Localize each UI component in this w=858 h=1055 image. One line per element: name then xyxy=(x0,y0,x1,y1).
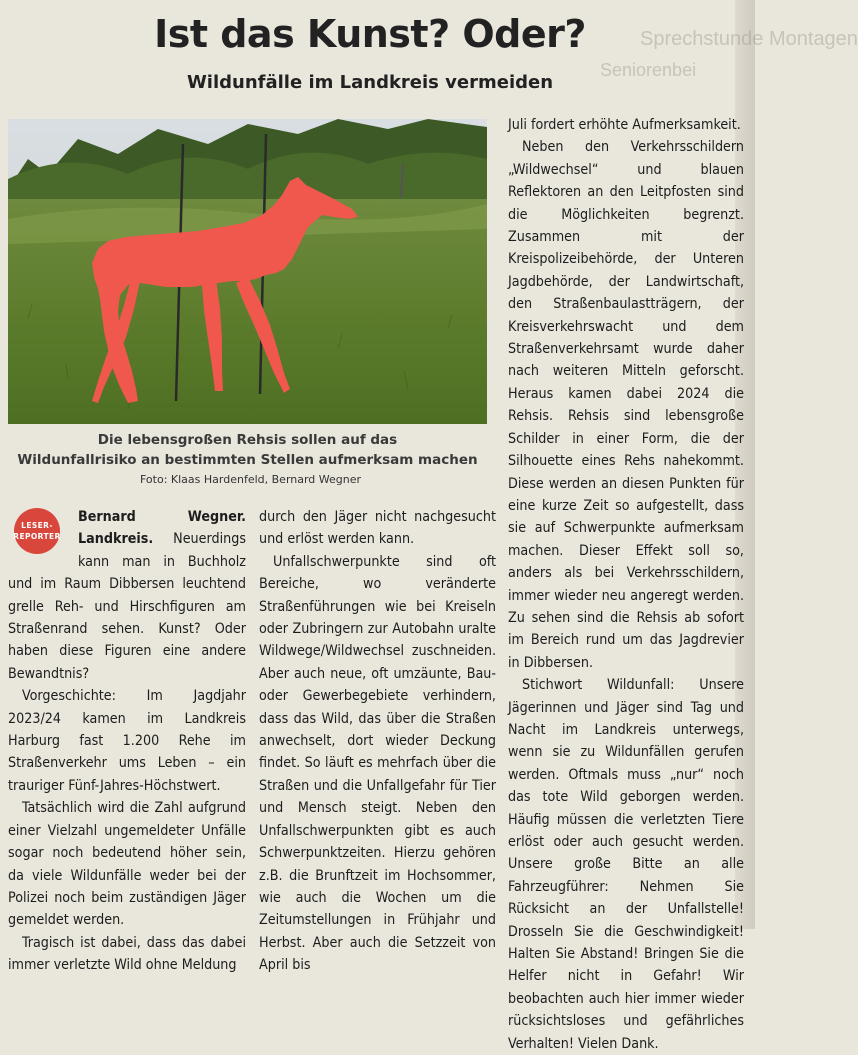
paragraph: Juli fordert erhöhte Aufmerksamkeit. xyxy=(508,117,741,133)
subheadline: Wildunfälle im Landkreis vermeiden xyxy=(186,72,554,93)
badge-label xyxy=(8,520,66,542)
deer-figure-photo xyxy=(8,119,487,424)
photo-caption xyxy=(8,430,487,470)
badge-line: LESER- xyxy=(21,521,53,530)
author-name: Bernard Wegner. xyxy=(78,509,246,525)
headline: Ist das Kunst? Oder? xyxy=(154,12,586,56)
dateline-location: Landkreis. xyxy=(78,531,154,548)
paragraph: Neben den Verkehrsschildern „Wildwechsel“ und blauen Reflektoren an den Leitpfosten sind die Möglichkeiten begrenzt. Zusammen mit der Kreispolizeibehörde, der Unteren Jagdbehörde, der Landwirtschaft, den Straßenbaulastträgern, der Kreisverkehrswacht und dem Straßenverkehrsamt wurde daher nach weiteren Mitteln geforscht. Heraus kamen dabei 2024 die Rehsis. Rehsis sind lebensgroße Schilder in einer Form, die der Silhouette eines Rehs nahekommt. Diese werden an diesen Punkten für eine kurze Zeit so aufgestellt, dass sie auf Schwerpunkte aufmerksam machen. Dieser Effekt soll so, anders als bei Verkehrsschildern, immer wieder neu angeregt werden. Zu sehen sind die Rehsis ab sofort im Bereich rund um das Jagdrevier in Dibbersen. xyxy=(508,139,744,671)
paragraph: Vorgeschichte: Im Jagdjahr 2023/24 kamen im Landkreis Harburg fast 1.200 Rehe im Straßenverkehr ums Leben – ein trauriger Fünf-Jahres-Höchstwert. xyxy=(8,688,246,794)
bleed-through-text: Seniorenbei xyxy=(600,60,697,80)
paragraph: Stichwort Wildunfall: Unsere Jägerinnen und Jäger sind Tag und Nacht im Landkreis unterwegs, wenn sie zu Wildunfällen gerufen werden. Oftmals muss „nur“ noch das tote Wild geborgen werden. Häufig müssen die verletzten Tiere erlöst oder auch gesucht werden. Unsere große Bitte an alle Fahrzeugführer: Nehmen Sie Rücksicht an der Unfallstelle! Drosseln Sie die Geschwindigkeit! Halten Sie Abstand! Bringen Sie die Helfer nicht in Gefahr! Wir beobachten auch hier immer wieder rücksichtsloses und gefährliches Verhalten! Vielen Dank. xyxy=(508,677,744,1052)
paragraph: durch den Jäger nicht nachgesucht und erlöst werden kann. xyxy=(259,509,496,548)
text-column-1 xyxy=(8,506,246,977)
paragraph-text: Neuerdings kann man in Buchholz und im Raum Dibbersen leuchtend grelle Reh- und Hirschfiguren am Straßenrand sehen. Kunst? Oder haben diese Figuren eine andere Bewandtnis? xyxy=(8,531,246,682)
caption-line: Die lebensgroßen Rehsis sollen auf das xyxy=(97,432,398,448)
paragraph: Tragisch ist dabei, dass das dabei immer verletzte Wild ohne Meldung xyxy=(8,934,246,974)
paragraph xyxy=(8,506,246,685)
article-photo xyxy=(8,119,487,424)
text-column-3 xyxy=(508,114,744,1055)
photo-credit: Foto: Klaas Hardenfeld, Bernard Wegner xyxy=(140,473,362,486)
text-column-2 xyxy=(259,506,496,977)
caption-line: Wildunfallrisiko an bestimmten Stellen aufmerksam machen xyxy=(17,452,478,468)
bleed-through-text: Sprechstunde Montagen xyxy=(640,28,858,50)
leser-reporter-badge xyxy=(8,508,70,554)
paragraph: Unfallschwerpunkte sind oft Bereiche, wo veränderte Straßenführungen wie bei Kreiseln oder Zubringern zur Autobahn uralte Wildwege/Wildwechsel zuschneiden. Aber auch neue, oft umzäunte, Bau- oder Gewerbegebiete verhindern, dass das Wild, das über die Straßen anwechselt, dort wieder Deckung findet. So läuft es mehrfach über die Straßen und die Unfallgefahr für Tier und Mensch steigt. Neben den Unfallschwerpunkten gibt es auch Schwerpunktzeiten. Hierzu gehören z.B. die Brunftzeit im Hochsommer, wie auch die Wochen um die Zeitumstellungen in Frühjahr und Herbst. Aber auch die Setzzeit von April bis xyxy=(259,553,496,974)
paragraph: Tatsächlich wird die Zahl aufgrund einer Vielzahl ungemeldeter Unfälle sogar noch bedeutend höher sein, da viele Wildunfälle weder bei der Polizei noch beim zuständigen Jäger gemeldet werden. xyxy=(8,800,246,929)
badge-line: REPORTER xyxy=(13,532,61,541)
